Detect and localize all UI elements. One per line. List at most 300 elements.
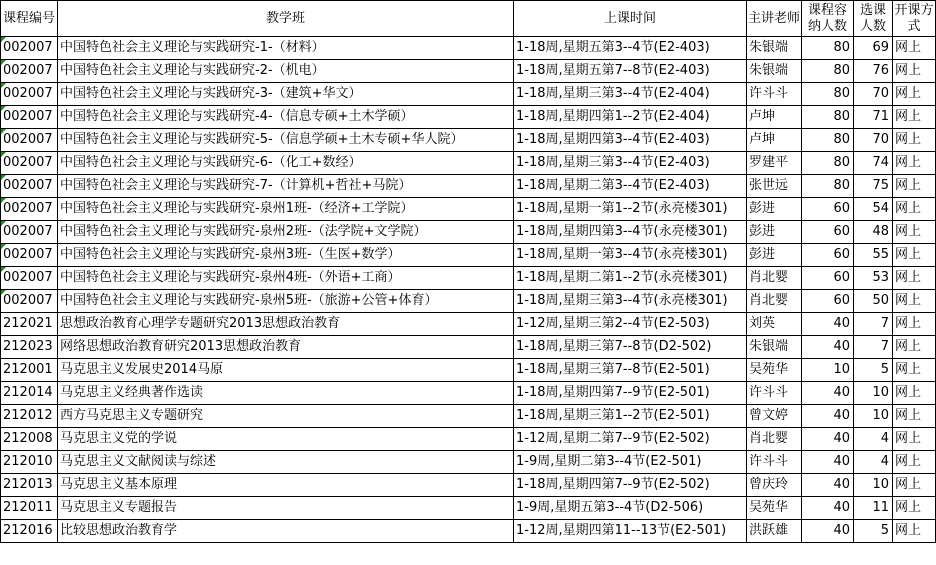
cell-capacity [802,37,854,60]
cell-class-name [58,382,514,405]
cell-course-code [1,60,58,83]
cell-class-time [514,359,747,382]
error-indicator-icon [1,106,6,111]
table-row[interactable] [1,313,936,336]
cell-capacity [802,451,854,474]
cell-course-code [1,83,58,106]
cell-class-name-text: 中国特色社会主义理论与实践研究-2-（机电） [60,63,325,78]
cell-course-code-text: 002007 [3,86,53,101]
cell-course-code-text: 212014 [3,385,53,400]
cell-class-name-text: 马克思主义党的学说 [60,431,178,446]
cell-class-name-text: 马克思主义文献阅读与综述 [60,454,217,469]
cell-class-name [58,83,514,106]
cell-teacher-text: 吴苑华 [749,362,789,377]
cell-teacher-text: 许斗斗 [749,454,789,469]
cell-class-time [514,106,747,129]
cell-teacher-text: 许斗斗 [749,86,789,101]
cell-teacher [747,428,802,451]
cell-capacity [802,382,854,405]
table-row[interactable] [1,106,936,129]
cell-course-code-text: 212023 [3,339,53,354]
cell-mode-text: 网上 [895,86,922,101]
cell-course-code [1,175,58,198]
cell-course-code [1,37,58,60]
header-code: 课程编号 [1,1,58,37]
cell-mode-text: 网上 [895,454,922,469]
cell-course-code-text: 002007 [3,40,53,55]
error-indicator-icon [1,152,6,157]
cell-class-time-text: 1-18周,星期五第3--4节(E2-403) [516,40,710,55]
table-row[interactable] [1,60,936,83]
cell-enrolled [854,106,893,129]
cell-enrolled [854,428,893,451]
cell-class-time-text: 1-18周,星期二第1--2节(永亮楼301) [516,270,728,285]
cell-mode-text: 网上 [895,224,922,239]
cell-capacity [802,336,854,359]
cell-class-time-text: 1-18周,星期四第3--4节(永亮楼301) [516,224,728,239]
cell-mode-text: 网上 [895,293,922,308]
cell-teacher [747,520,802,543]
table-row[interactable] [1,405,936,428]
cell-enrolled-text: 10 [872,477,889,492]
header-teacher: 主讲老师 [747,1,802,37]
cell-teacher [747,129,802,152]
cell-capacity [802,152,854,175]
cell-capacity [802,129,854,152]
cell-mode [893,405,936,428]
cell-teacher-text: 肖北婴 [749,431,789,446]
cell-teacher [747,451,802,474]
cell-class-time [514,198,747,221]
cell-capacity-text: 40 [833,339,850,354]
cell-enrolled-text: 76 [872,63,889,78]
cell-course-code [1,520,58,543]
cell-class-name-text: 马克思主义专题报告 [60,500,178,515]
table-row[interactable] [1,244,936,267]
cell-course-code [1,359,58,382]
cell-capacity [802,221,854,244]
cell-enrolled [854,405,893,428]
cell-course-code [1,198,58,221]
cell-class-time-text: 1-18周,星期四第7--9节(E2-502) [516,477,710,492]
cell-class-time [514,336,747,359]
cell-class-time [514,520,747,543]
cell-enrolled-text: 10 [872,385,889,400]
cell-teacher-text: 洪跃雄 [749,523,789,538]
cell-enrolled-text: 70 [872,86,889,101]
cell-teacher-text: 曾文婷 [749,408,789,423]
header-capacity: 课程容纳人数 [802,1,854,37]
cell-course-code-text: 002007 [3,270,53,285]
cell-class-time-text: 1-18周,星期三第1--2节(E2-501) [516,408,710,423]
cell-class-name-text: 中国特色社会主义理论与实践研究-4-（信息专硕+土木学硕） [60,109,414,124]
cell-capacity-text: 40 [833,477,850,492]
cell-mode [893,520,936,543]
cell-capacity-text: 40 [833,431,850,446]
cell-class-name-text: 比较思想政治教育学 [60,523,178,538]
cell-teacher [747,290,802,313]
cell-mode [893,106,936,129]
cell-class-time-text: 1-9周,星期二第3--4节(E2-501) [516,454,702,469]
cell-capacity [802,198,854,221]
cell-teacher [747,106,802,129]
cell-course-code [1,267,58,290]
cell-class-time-text: 1-18周,星期四第3--4节(E2-403) [516,132,710,147]
cell-class-name-text: 中国特色社会主义理论与实践研究-1-（材料） [60,40,325,55]
table-body [1,37,936,543]
cell-class-name [58,359,514,382]
cell-mode-text: 网上 [895,339,922,354]
table-row[interactable] [1,152,936,175]
cell-class-name-text: 中国特色社会主义理论与实践研究-6-（化工+数经） [60,155,362,170]
cell-course-code [1,152,58,175]
cell-class-time [514,290,747,313]
cell-class-time [514,451,747,474]
cell-mode [893,129,936,152]
cell-enrolled-text: 55 [872,247,889,262]
table-row[interactable] [1,198,936,221]
cell-class-name [58,336,514,359]
cell-class-name [58,60,514,83]
cell-capacity-text: 40 [833,385,850,400]
header-enrolled: 选课人数 [854,1,893,37]
table-row[interactable] [1,520,936,543]
cell-course-code [1,451,58,474]
cell-enrolled [854,267,893,290]
cell-mode [893,290,936,313]
cell-class-time [514,474,747,497]
cell-mode [893,37,936,60]
cell-mode-text: 网上 [895,132,922,147]
cell-class-time-text: 1-18周,星期四第1--2节(E2-404) [516,109,710,124]
cell-enrolled [854,152,893,175]
cell-enrolled [854,198,893,221]
cell-class-name [58,313,514,336]
cell-capacity-text: 80 [833,178,850,193]
cell-class-time-text: 1-18周,星期三第3--4节(永亮楼301) [516,293,728,308]
cell-course-code [1,221,58,244]
table-row[interactable] [1,221,936,244]
cell-class-time-text: 1-12周,星期二第7--9节(E2-502) [516,431,710,446]
cell-class-name-text: 马克思主义发展史2014马原 [60,362,224,377]
cell-enrolled [854,60,893,83]
cell-teacher [747,152,802,175]
cell-enrolled [854,244,893,267]
cell-enrolled-text: 11 [872,500,889,515]
cell-teacher-text: 朱银端 [749,40,789,55]
cell-class-name-text: 中国特色社会主义理论与实践研究-泉州5班-（旅游+公管+体育） [60,293,438,308]
error-indicator-icon [1,221,6,226]
cell-class-name-text: 马克思主义经典著作选读 [60,385,204,400]
cell-capacity-text: 40 [833,408,850,423]
cell-teacher [747,198,802,221]
cell-class-name-text: 中国特色社会主义理论与实践研究-5-（信息学硕+土木专硕+华人院） [60,132,464,147]
cell-class-name-text: 西方马克思主义专题研究 [60,408,204,423]
cell-mode-text: 网上 [895,178,922,193]
cell-class-time [514,382,747,405]
cell-capacity-text: 80 [833,86,850,101]
cell-class-name [58,221,514,244]
cell-mode [893,474,936,497]
cell-teacher [747,474,802,497]
cell-mode [893,313,936,336]
cell-enrolled-text: 53 [872,270,889,285]
cell-enrolled [854,336,893,359]
table-row[interactable] [1,290,936,313]
cell-capacity-text: 40 [833,500,850,515]
cell-mode-text: 网上 [895,500,922,515]
cell-teacher-text: 卢坤 [749,109,776,124]
cell-course-code [1,313,58,336]
cell-course-code-text: 002007 [3,63,53,78]
cell-teacher-text: 肖北婴 [749,270,789,285]
cell-enrolled [854,313,893,336]
cell-enrolled-text: 7 [880,316,889,331]
cell-enrolled [854,290,893,313]
cell-class-name [58,451,514,474]
cell-class-time-text: 1-18周,星期五第7--8节(E2-403) [516,63,710,78]
cell-course-code [1,244,58,267]
cell-capacity-text: 10 [833,362,850,377]
cell-teacher [747,405,802,428]
cell-course-code-text: 002007 [3,293,53,308]
table-row[interactable] [1,497,936,520]
cell-capacity-text: 60 [833,247,850,262]
cell-capacity [802,474,854,497]
cell-mode [893,497,936,520]
error-indicator-icon [1,129,6,134]
error-indicator-icon [1,175,6,180]
error-indicator-icon [1,290,6,295]
cell-class-time [514,313,747,336]
cell-class-name-text: 网络思想政治教育研究2013思想政治教育 [60,339,302,354]
cell-class-time-text: 1-12周,星期三第2--4节(E2-503) [516,316,710,331]
cell-capacity-text: 80 [833,63,850,78]
cell-teacher-text: 张世远 [749,178,789,193]
cell-enrolled-text: 10 [872,408,889,423]
error-indicator-icon [1,60,6,65]
cell-class-name [58,37,514,60]
cell-class-time [514,129,747,152]
cell-capacity-text: 80 [833,155,850,170]
cell-class-name-text: 中国特色社会主义理论与实践研究-3-（建筑+华文） [60,86,362,101]
cell-class-name [58,244,514,267]
cell-enrolled [854,175,893,198]
cell-course-code [1,382,58,405]
cell-teacher [747,83,802,106]
cell-mode [893,83,936,106]
table-row[interactable] [1,336,936,359]
cell-course-code-text: 212021 [3,316,53,331]
cell-teacher [747,497,802,520]
cell-mode [893,359,936,382]
cell-class-time [514,267,747,290]
cell-teacher-text: 卢坤 [749,132,776,147]
cell-enrolled-text: 4 [880,431,889,446]
cell-capacity-text: 40 [833,523,850,538]
cell-teacher [747,313,802,336]
cell-mode [893,175,936,198]
cell-class-name-text: 中国特色社会主义理论与实践研究-泉州4班-（外语+工商） [60,270,401,285]
cell-capacity [802,428,854,451]
cell-course-code-text: 212016 [3,523,53,538]
cell-course-code [1,290,58,313]
cell-mode-text: 网上 [895,40,922,55]
cell-teacher-text: 吴苑华 [749,500,789,515]
cell-teacher-text: 彭进 [749,247,776,262]
cell-teacher-text: 曾庆玲 [749,477,789,492]
cell-teacher-text: 刘英 [749,316,776,331]
cell-class-time-text: 1-18周,星期四第7--9节(E2-501) [516,385,710,400]
cell-class-time [514,83,747,106]
cell-course-code-text: 212008 [3,431,53,446]
cell-enrolled [854,221,893,244]
cell-course-code-text: 212011 [3,500,53,515]
cell-course-code-text: 212013 [3,477,53,492]
cell-enrolled [854,474,893,497]
cell-teacher [747,267,802,290]
table-row[interactable] [1,37,936,60]
cell-capacity-text: 60 [833,270,850,285]
cell-teacher [747,359,802,382]
table-row[interactable] [1,451,936,474]
cell-teacher-text: 肖北婴 [749,293,789,308]
table-row[interactable] [1,129,936,152]
cell-enrolled [854,129,893,152]
cell-enrolled-text: 71 [872,109,889,124]
cell-mode [893,382,936,405]
cell-capacity [802,520,854,543]
cell-enrolled-text: 4 [880,454,889,469]
cell-course-code-text: 002007 [3,178,53,193]
cell-class-time [514,497,747,520]
cell-enrolled [854,497,893,520]
cell-course-code [1,336,58,359]
cell-mode [893,60,936,83]
error-indicator-icon [1,244,6,249]
cell-class-name [58,106,514,129]
cell-class-name-text: 中国特色社会主义理论与实践研究-泉州3班-（生医+数学） [60,247,401,262]
cell-mode-text: 网上 [895,109,922,124]
table-row[interactable] [1,175,936,198]
table-row[interactable] [1,267,936,290]
cell-capacity [802,60,854,83]
cell-capacity [802,405,854,428]
cell-mode-text: 网上 [895,523,922,538]
cell-enrolled [854,451,893,474]
table-row[interactable] [1,428,936,451]
cell-class-name [58,290,514,313]
table-row[interactable] [1,359,936,382]
table-row[interactable] [1,83,936,106]
cell-class-time-text: 1-18周,星期三第7--8节(E2-501) [516,362,710,377]
cell-capacity-text: 40 [833,316,850,331]
cell-capacity [802,359,854,382]
error-indicator-icon [1,83,6,88]
cell-class-time [514,428,747,451]
cell-teacher-text: 朱银端 [749,339,789,354]
cell-mode [893,221,936,244]
cell-teacher [747,336,802,359]
cell-course-code [1,428,58,451]
cell-teacher-text: 朱银端 [749,63,789,78]
cell-teacher-text: 彭进 [749,201,776,216]
cell-capacity-text: 80 [833,132,850,147]
cell-capacity-text: 60 [833,201,850,216]
cell-capacity [802,497,854,520]
header-time: 上课时间 [514,1,747,37]
cell-mode [893,451,936,474]
cell-enrolled-text: 70 [872,132,889,147]
cell-course-code-text: 002007 [3,224,53,239]
cell-class-name [58,129,514,152]
cell-teacher [747,382,802,405]
cell-mode-text: 网上 [895,316,922,331]
cell-mode-text: 网上 [895,431,922,446]
cell-teacher-text: 彭进 [749,224,776,239]
error-indicator-icon [1,267,6,272]
header-mode: 开课方式 [893,1,936,37]
cell-course-code-text: 002007 [3,155,53,170]
cell-enrolled [854,382,893,405]
cell-enrolled-text: 7 [880,339,889,354]
cell-course-code-text: 212001 [3,362,53,377]
cell-class-name [58,267,514,290]
cell-teacher-text: 罗建平 [749,155,789,170]
cell-course-code [1,405,58,428]
cell-enrolled-text: 74 [872,155,889,170]
cell-class-time-text: 1-18周,星期二第3--4节(E2-403) [516,178,710,193]
cell-class-name [58,405,514,428]
cell-enrolled [854,359,893,382]
cell-enrolled [854,520,893,543]
cell-class-time [514,405,747,428]
cell-course-code [1,474,58,497]
cell-class-time-text: 1-18周,星期三第3--4节(E2-403) [516,155,710,170]
cell-capacity-text: 80 [833,40,850,55]
cell-class-time-text: 1-18周,星期三第3--4节(E2-404) [516,86,710,101]
cell-teacher [747,175,802,198]
cell-mode [893,336,936,359]
cell-mode-text: 网上 [895,63,922,78]
cell-class-name [58,152,514,175]
cell-class-name [58,474,514,497]
cell-class-time [514,244,747,267]
cell-enrolled-text: 48 [872,224,889,239]
cell-capacity [802,175,854,198]
cell-mode [893,267,936,290]
cell-capacity [802,290,854,313]
cell-enrolled-text: 54 [872,201,889,216]
cell-course-code [1,106,58,129]
cell-teacher-text: 许斗斗 [749,385,789,400]
cell-enrolled-text: 50 [872,293,889,308]
cell-class-name [58,198,514,221]
cell-class-time [514,37,747,60]
cell-capacity [802,267,854,290]
table-row[interactable] [1,474,936,497]
cell-capacity-text: 60 [833,293,850,308]
cell-mode [893,198,936,221]
cell-mode [893,244,936,267]
cell-teacher [747,37,802,60]
cell-mode-text: 网上 [895,385,922,400]
cell-class-name-text: 中国特色社会主义理论与实践研究-泉州1班-（经济+工学院） [60,201,414,216]
cell-capacity-text: 40 [833,454,850,469]
table-row[interactable] [1,382,936,405]
cell-class-name-text: 中国特色社会主义理论与实践研究-7-（计算机+哲社+马院） [60,178,412,193]
cell-course-code-text: 002007 [3,201,53,216]
